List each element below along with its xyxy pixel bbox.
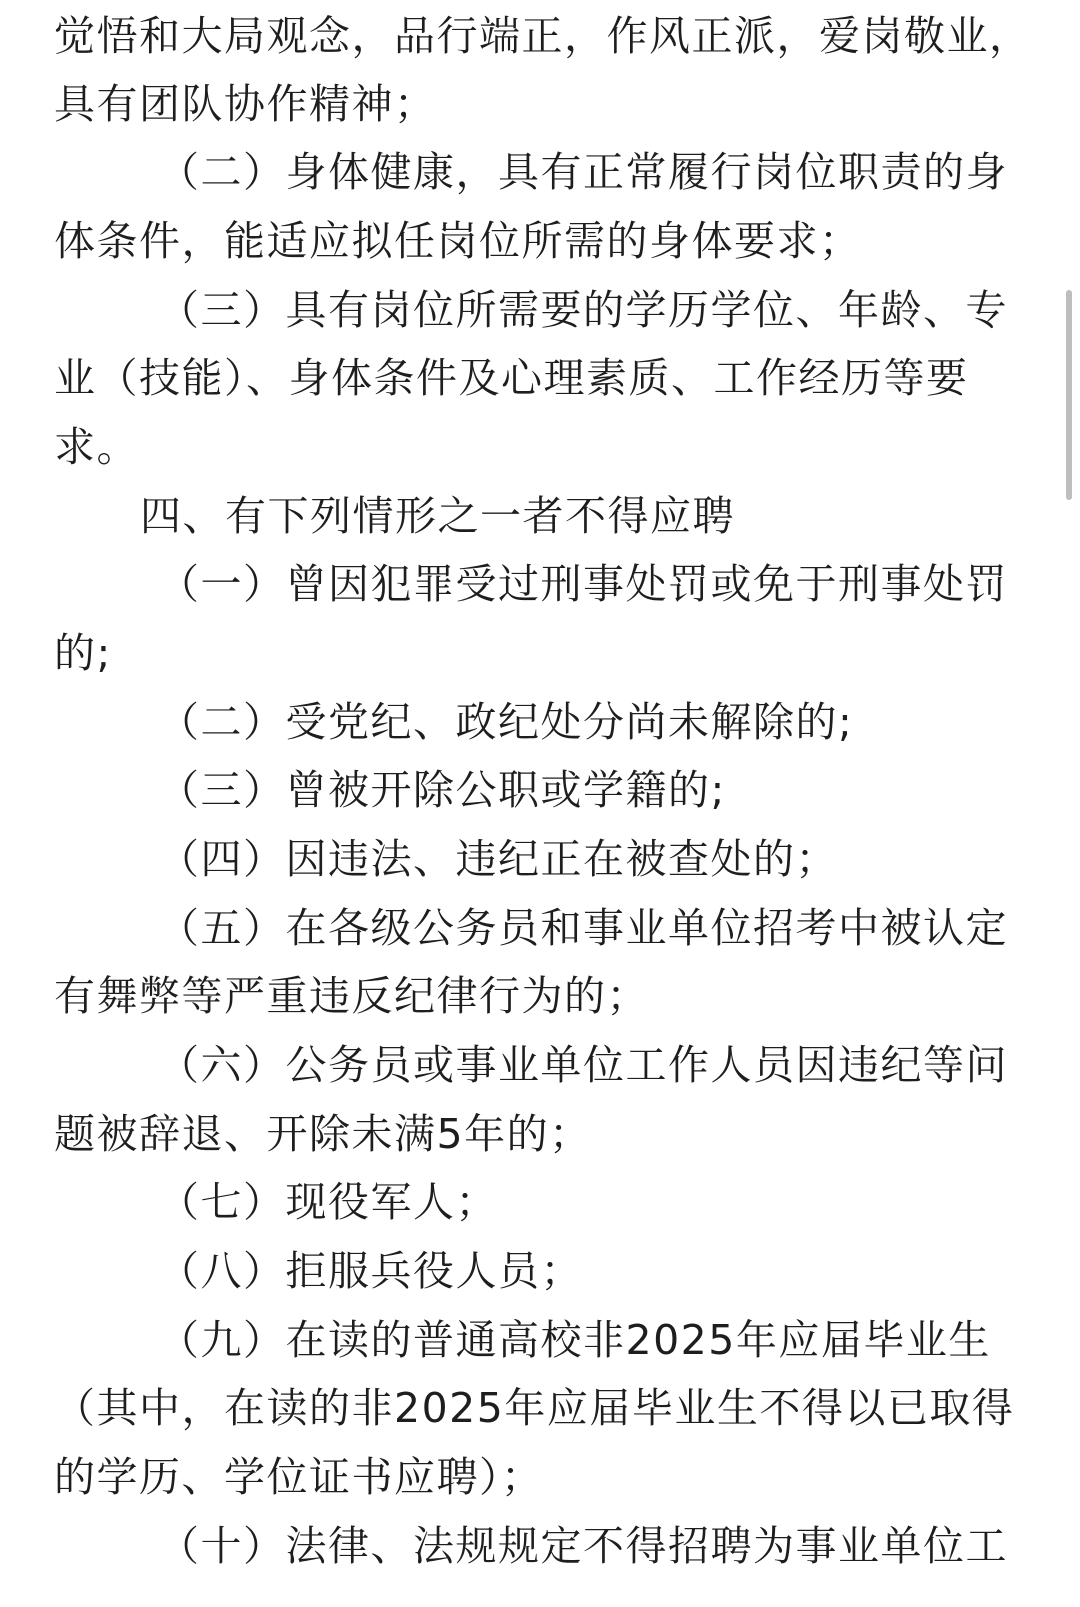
list-item: （六）公务员或事业单位工作人员因违纪等问 <box>158 1041 1008 1089</box>
list-item: （四）因违法、违纪正在被查处的； <box>158 835 838 883</box>
list-item: （三）具有岗位所需要的学历学位、年龄、专 <box>158 286 1008 334</box>
list-item: （二）受党纪、政纪处分尚未解除的; <box>158 698 854 746</box>
list-item: （二）身体健康，具有正常履行岗位职责的身 <box>158 148 1008 196</box>
list-item: （八）拒服兵役人员； <box>158 1247 583 1295</box>
text-line: 的; <box>54 629 112 677</box>
list-item: （七）现役军人； <box>158 1178 498 1226</box>
section-heading: 四、有下列情形之一者不得应聘 <box>140 492 735 540</box>
text-line: 具有团队协作精神； <box>54 80 437 128</box>
list-item: （一）曾因犯罪受过刑事处罚或免于刑事处罚 <box>158 560 1008 608</box>
scrollbar-thumb[interactable] <box>1066 290 1072 500</box>
text-line: 求。 <box>54 423 139 471</box>
list-item: （三）曾被开除公职或学籍的; <box>158 766 726 814</box>
text-line: 题被辞退、开除未满5年的； <box>54 1110 592 1158</box>
text-line: 业（技能）、身体条件及心理素质、工作经历等要 <box>54 354 969 402</box>
text-line: 的学历、学位证书应聘）； <box>54 1453 544 1501</box>
text-line: 有舞弊等严重违反纪律行为的； <box>54 972 649 1020</box>
list-item: （九）在读的普通高校非2025年应届毕业生 <box>158 1316 991 1364</box>
text-line: （其中，在读的非2025年应届毕业生不得以已取得 <box>54 1384 1015 1432</box>
list-item: （十）法律、法规规定不得招聘为事业单位工 <box>158 1522 1008 1570</box>
text-line: 觉悟和大局观念，品行端正，作风正派，爱岗敬业， <box>54 12 1032 60</box>
list-item: （五）在各级公务员和事业单位招考中被认定 <box>158 904 1008 952</box>
text-line: 体条件，能适应拟任岗位所需的身体要求； <box>54 217 862 265</box>
